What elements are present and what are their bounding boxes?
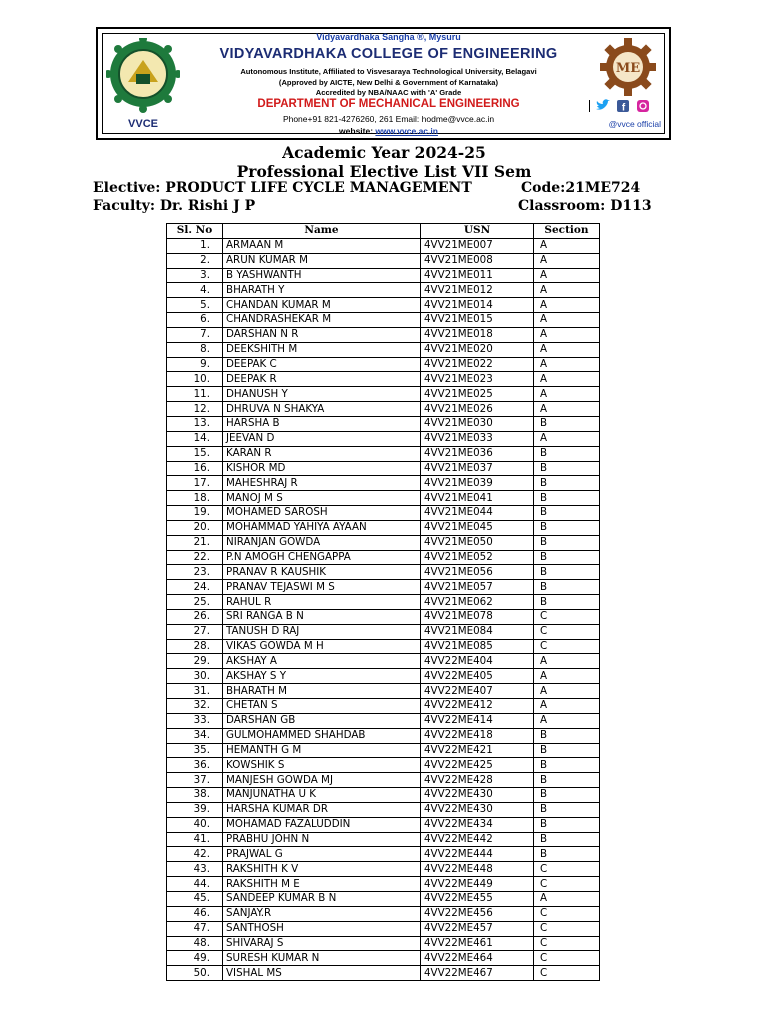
name-cell: CHANDAN KUMAR M [223, 298, 421, 313]
table-header-row [167, 224, 600, 239]
sl-no-cell: 5. [167, 298, 223, 313]
table-row [167, 743, 600, 758]
section-cell: B [534, 565, 600, 580]
sl-no-cell: 45. [167, 891, 223, 906]
section-cell: A [534, 431, 600, 446]
elective-name: Elective: PRODUCT LIFE CYCLE MANAGEMENT [93, 180, 472, 196]
table-row [167, 268, 600, 283]
table-row [167, 327, 600, 342]
affiliation-line: Autonomous Institute, Affiliated to Visvesaraya Technological University, Belagavi [240, 67, 537, 76]
table-row [167, 446, 600, 461]
usn-cell: 4VV22ME425 [421, 758, 534, 773]
sl-no-cell: 32. [167, 699, 223, 714]
sl-no-cell: 30. [167, 669, 223, 684]
sl-no-cell: 50. [167, 966, 223, 981]
usn-cell: 4VV22ME457 [421, 921, 534, 936]
name-cell: MANJUNATHA U K [223, 788, 421, 803]
usn-cell: 4VV21ME025 [421, 387, 534, 402]
usn-cell: 4VV22ME455 [421, 891, 534, 906]
header-usn: USN [421, 224, 534, 239]
website-link[interactable]: www.vvce.ac.in [375, 126, 438, 136]
name-cell: DEEPAK R [223, 372, 421, 387]
usn-cell: 4VV21ME018 [421, 327, 534, 342]
logo-right-label: ME [615, 61, 641, 76]
name-cell: AKSHAY S Y [223, 669, 421, 684]
sl-no-cell: 23. [167, 565, 223, 580]
section-cell: C [534, 936, 600, 951]
section-cell: B [534, 802, 600, 817]
name-cell: SANDEEP KUMAR B N [223, 891, 421, 906]
name-cell: MOHAMED SAROSH [223, 506, 421, 521]
website-label: website: [339, 126, 376, 136]
usn-cell: 4VV22ME421 [421, 743, 534, 758]
sl-no-cell: 14. [167, 431, 223, 446]
table-row [167, 936, 600, 951]
department-name: DEPARTMENT OF MECHANICAL ENGINEERING [257, 98, 520, 110]
usn-cell: 4VV22ME430 [421, 802, 534, 817]
table-row [167, 520, 600, 535]
svg-text:f: f [621, 102, 626, 113]
table-row [167, 357, 600, 372]
usn-cell: 4VV22ME407 [421, 684, 534, 699]
sl-no-cell: 24. [167, 580, 223, 595]
sl-no-cell: 26. [167, 609, 223, 624]
name-cell: SANJAY.R [223, 906, 421, 921]
name-cell: RAHUL R [223, 595, 421, 610]
section-cell: B [534, 416, 600, 431]
sl-no-cell: 42. [167, 847, 223, 862]
sl-no-cell: 29. [167, 654, 223, 669]
section-cell: B [534, 491, 600, 506]
table-row [167, 639, 600, 654]
sl-no-cell: 4. [167, 283, 223, 298]
section-cell: B [534, 580, 600, 595]
contact-line: Phone+91 821-4276260, 261 Email: hodme@vvce.ac.in [282, 114, 495, 124]
table-row [167, 431, 600, 446]
course-code: Code:21ME724 [521, 180, 641, 196]
sl-no-cell: 27. [167, 624, 223, 639]
sl-no-cell: 20. [167, 520, 223, 535]
sl-no-cell: 12. [167, 402, 223, 417]
table-row [167, 491, 600, 506]
section-cell: A [534, 253, 600, 268]
name-cell: TANUSH D RAJ [223, 624, 421, 639]
table-row [167, 535, 600, 550]
table-row [167, 728, 600, 743]
sl-no-cell: 9. [167, 357, 223, 372]
sl-no-cell: 46. [167, 906, 223, 921]
usn-cell: 4VV22ME405 [421, 669, 534, 684]
table-row [167, 773, 600, 788]
table-row [167, 669, 600, 684]
sl-no-cell: 13. [167, 416, 223, 431]
table-row [167, 788, 600, 803]
section-cell: B [534, 550, 600, 565]
table-row [167, 891, 600, 906]
name-cell: BHARATH Y [223, 283, 421, 298]
section-cell: B [534, 773, 600, 788]
name-cell: SURESH KUMAR N [223, 951, 421, 966]
name-cell: RAKSHITH K V [223, 862, 421, 877]
section-cell: B [534, 743, 600, 758]
usn-cell: 4VV22ME442 [421, 832, 534, 847]
sl-no-cell: 15. [167, 446, 223, 461]
section-cell: A [534, 669, 600, 684]
sl-no-cell: 21. [167, 535, 223, 550]
table-row [167, 372, 600, 387]
table-row [167, 877, 600, 892]
name-cell: SANTHOSH [223, 921, 421, 936]
section-cell: B [534, 595, 600, 610]
usn-cell: 4VV22ME464 [421, 951, 534, 966]
usn-cell: 4VV21ME085 [421, 639, 534, 654]
sl-no-cell: 7. [167, 327, 223, 342]
name-cell: KOWSHIK S [223, 758, 421, 773]
table-row [167, 609, 600, 624]
sl-no-cell: 17. [167, 476, 223, 491]
table-row [167, 802, 600, 817]
table-row [167, 461, 600, 476]
name-cell: HARSHA B [223, 416, 421, 431]
table-row [167, 313, 600, 328]
table-row [167, 966, 600, 981]
section-cell: B [534, 817, 600, 832]
name-cell: P.N AMOGH CHENGAPPA [223, 550, 421, 565]
section-cell: A [534, 387, 600, 402]
section-cell: B [534, 446, 600, 461]
usn-cell: 4VV21ME036 [421, 446, 534, 461]
section-cell: C [534, 951, 600, 966]
section-cell: A [534, 283, 600, 298]
name-cell: CHETAN S [223, 699, 421, 714]
section-cell: A [534, 357, 600, 372]
name-cell: PRABHU JOHN N [223, 832, 421, 847]
usn-cell: 4VV21ME008 [421, 253, 534, 268]
header-section: Section [534, 224, 600, 239]
usn-cell: 4VV22ME434 [421, 817, 534, 832]
table-row [167, 283, 600, 298]
usn-cell: 4VV21ME050 [421, 535, 534, 550]
name-cell: DHANUSH Y [223, 387, 421, 402]
table-row [167, 832, 600, 847]
sl-no-cell: 38. [167, 788, 223, 803]
usn-cell: 4VV22ME428 [421, 773, 534, 788]
usn-cell: 4VV21ME014 [421, 298, 534, 313]
section-cell: A [534, 402, 600, 417]
sl-no-cell: 40. [167, 817, 223, 832]
table-row [167, 238, 600, 253]
sl-no-cell: 2. [167, 253, 223, 268]
table-row [167, 684, 600, 699]
section-cell: C [534, 921, 600, 936]
section-cell: C [534, 966, 600, 981]
sl-no-cell: 49. [167, 951, 223, 966]
name-cell: DHRUVA N SHAKYA [223, 402, 421, 417]
student-list-table [166, 223, 600, 981]
section-cell: B [534, 847, 600, 862]
usn-cell: 4VV22ME448 [421, 862, 534, 877]
table-row [167, 699, 600, 714]
usn-cell: 4VV21ME033 [421, 431, 534, 446]
sl-no-cell: 44. [167, 877, 223, 892]
usn-cell: 4VV21ME062 [421, 595, 534, 610]
usn-cell: 4VV22ME430 [421, 788, 534, 803]
approval-line: (Approved by AICTE, New Delhi & Government of Karnataka) [278, 78, 499, 87]
name-cell: VISHAL MS [223, 966, 421, 981]
table-row [167, 402, 600, 417]
name-cell: SRI RANGA B N [223, 609, 421, 624]
section-cell: B [534, 832, 600, 847]
usn-cell: 4VV21ME041 [421, 491, 534, 506]
sl-no-cell: 3. [167, 268, 223, 283]
usn-cell: 4VV21ME037 [421, 461, 534, 476]
section-cell: A [534, 327, 600, 342]
table-row [167, 595, 600, 610]
section-cell: A [534, 268, 600, 283]
instagram-icon[interactable] [637, 100, 649, 112]
usn-cell: 4VV22ME456 [421, 906, 534, 921]
sl-no-cell: 25. [167, 595, 223, 610]
name-cell: JEEVAN D [223, 431, 421, 446]
name-cell: MOHAMAD FAZALUDDIN [223, 817, 421, 832]
name-cell: HARSHA KUMAR DR [223, 802, 421, 817]
section-cell: C [534, 624, 600, 639]
table-row [167, 921, 600, 936]
table-row [167, 862, 600, 877]
sl-no-cell: 34. [167, 728, 223, 743]
classroom: Classroom: D113 [518, 198, 652, 214]
table-row [167, 817, 600, 832]
faculty-name: Faculty: Dr. Rishi J P [93, 198, 256, 214]
twitter-icon[interactable] [596, 99, 610, 109]
table-row [167, 565, 600, 580]
name-cell: DEEKSHITH M [223, 342, 421, 357]
usn-cell: 4VV21ME022 [421, 357, 534, 372]
college-name: VIDYAVARDHAKA COLLEGE OF ENGINEERING [219, 46, 558, 62]
sl-no-cell: 22. [167, 550, 223, 565]
table-row [167, 951, 600, 966]
usn-cell: 4VV22ME461 [421, 936, 534, 951]
usn-cell: 4VV22ME449 [421, 877, 534, 892]
name-cell: SHIVARAJ S [223, 936, 421, 951]
sl-no-cell: 39. [167, 802, 223, 817]
name-cell: DARSHAN GB [223, 713, 421, 728]
sl-no-cell: 19. [167, 506, 223, 521]
name-cell: GULMOHAMMED SHAHDAB [223, 728, 421, 743]
letterhead [96, 27, 671, 140]
usn-cell: 4VV21ME057 [421, 580, 534, 595]
sl-no-cell: 6. [167, 313, 223, 328]
sl-no-cell: 18. [167, 491, 223, 506]
section-cell: B [534, 758, 600, 773]
section-cell: B [534, 461, 600, 476]
usn-cell: 4VV21ME007 [421, 238, 534, 253]
name-cell: MANJESH GOWDA MJ [223, 773, 421, 788]
sl-no-cell: 31. [167, 684, 223, 699]
table-row [167, 713, 600, 728]
academic-year: Academic Year 2024-25 [282, 143, 486, 162]
name-cell: VIKAS GOWDA M H [223, 639, 421, 654]
name-cell: KARAN R [223, 446, 421, 461]
usn-cell: 4VV21ME030 [421, 416, 534, 431]
table-row [167, 476, 600, 491]
usn-cell: 4VV21ME078 [421, 609, 534, 624]
section-cell: A [534, 238, 600, 253]
name-cell: RAKSHITH M E [223, 877, 421, 892]
usn-cell: 4VV21ME012 [421, 283, 534, 298]
sl-no-cell: 8. [167, 342, 223, 357]
me-dept-logo-icon [595, 38, 661, 96]
table-row [167, 342, 600, 357]
usn-cell: 4VV21ME052 [421, 550, 534, 565]
sl-no-cell: 37. [167, 773, 223, 788]
usn-cell: 4VV21ME084 [421, 624, 534, 639]
sl-no-cell: 28. [167, 639, 223, 654]
name-cell: AKSHAY A [223, 654, 421, 669]
section-cell: A [534, 891, 600, 906]
table-body [167, 238, 600, 980]
sl-no-cell: 1. [167, 238, 223, 253]
usn-cell: 4VV21ME044 [421, 506, 534, 521]
section-cell: A [534, 699, 600, 714]
section-cell: B [534, 535, 600, 550]
usn-cell: 4VV22ME414 [421, 713, 534, 728]
section-cell: A [534, 298, 600, 313]
college-logo-icon [106, 38, 180, 130]
sl-no-cell: 47. [167, 921, 223, 936]
name-cell: ARUN KUMAR M [223, 253, 421, 268]
name-cell: CHANDRASHEKAR M [223, 313, 421, 328]
usn-cell: 4VV22ME467 [421, 966, 534, 981]
table-row [167, 416, 600, 431]
table-row [167, 253, 600, 268]
table-row [167, 906, 600, 921]
name-cell: PRANAV TEJASWI M S [223, 580, 421, 595]
table-row [167, 550, 600, 565]
name-cell: MOHAMMAD YAHIYA AYAAN [223, 520, 421, 535]
name-cell: KISHOR MD [223, 461, 421, 476]
name-cell: DEEPAK C [223, 357, 421, 372]
usn-cell: 4VV22ME404 [421, 654, 534, 669]
usn-cell: 4VV21ME026 [421, 402, 534, 417]
section-cell: A [534, 372, 600, 387]
section-cell: B [534, 520, 600, 535]
facebook-icon[interactable] [617, 100, 629, 113]
list-title: Professional Elective List VII Sem [236, 162, 532, 181]
name-cell: NIRANJAN GOWDA [223, 535, 421, 550]
usn-cell: 4VV22ME444 [421, 847, 534, 862]
usn-cell: 4VV21ME011 [421, 268, 534, 283]
sl-no-cell: 41. [167, 832, 223, 847]
table-row [167, 387, 600, 402]
table-row [167, 847, 600, 862]
section-cell: B [534, 728, 600, 743]
table-row [167, 758, 600, 773]
usn-cell: 4VV21ME039 [421, 476, 534, 491]
section-cell: A [534, 654, 600, 669]
header-name: Name [223, 224, 421, 239]
sl-no-cell: 48. [167, 936, 223, 951]
sl-no-cell: 33. [167, 713, 223, 728]
accreditation-line: Accredited by NBA/NAAC with 'A' Grade [315, 88, 462, 97]
usn-cell: 4VV21ME056 [421, 565, 534, 580]
usn-cell: 4VV21ME045 [421, 520, 534, 535]
section-cell: B [534, 506, 600, 521]
sl-no-cell: 10. [167, 372, 223, 387]
table-row [167, 298, 600, 313]
name-cell: PRAJWAL G [223, 847, 421, 862]
usn-cell: 4VV21ME020 [421, 342, 534, 357]
header-sl-no: Sl. No [167, 224, 223, 239]
table-row [167, 506, 600, 521]
section-cell: C [534, 877, 600, 892]
name-cell: HEMANTH G M [223, 743, 421, 758]
sangha-name: Vidyavardhaka Sangha ®, Mysuru [316, 32, 461, 42]
name-cell: MAHESHRAJ R [223, 476, 421, 491]
logo-left-label: VVCE [128, 118, 158, 130]
name-cell: ARMAAN M [223, 238, 421, 253]
section-cell: C [534, 609, 600, 624]
section-cell: C [534, 639, 600, 654]
table-row [167, 624, 600, 639]
section-cell: C [534, 862, 600, 877]
name-cell: DARSHAN N R [223, 327, 421, 342]
section-cell: A [534, 684, 600, 699]
usn-cell: 4VV21ME023 [421, 372, 534, 387]
table-row [167, 654, 600, 669]
name-cell: BHARATH M [223, 684, 421, 699]
name-cell: PRANAV R KAUSHIK [223, 565, 421, 580]
name-cell: B YASHWANTH [223, 268, 421, 283]
section-cell: C [534, 906, 600, 921]
usn-cell: 4VV22ME412 [421, 699, 534, 714]
section-cell: A [534, 342, 600, 357]
social-icons [595, 98, 655, 112]
section-cell: B [534, 476, 600, 491]
sl-no-cell: 43. [167, 862, 223, 877]
usn-cell: 4VV22ME418 [421, 728, 534, 743]
sl-no-cell: 35. [167, 743, 223, 758]
sl-no-cell: 11. [167, 387, 223, 402]
table-row [167, 580, 600, 595]
website-line [188, 126, 589, 136]
section-cell: A [534, 713, 600, 728]
section-cell: B [534, 788, 600, 803]
usn-cell: 4VV21ME015 [421, 313, 534, 328]
social-handle: @vvce official [608, 119, 661, 129]
social-separator [589, 100, 590, 112]
sl-no-cell: 16. [167, 461, 223, 476]
name-cell: MANOJ M S [223, 491, 421, 506]
sl-no-cell: 36. [167, 758, 223, 773]
section-cell: A [534, 313, 600, 328]
